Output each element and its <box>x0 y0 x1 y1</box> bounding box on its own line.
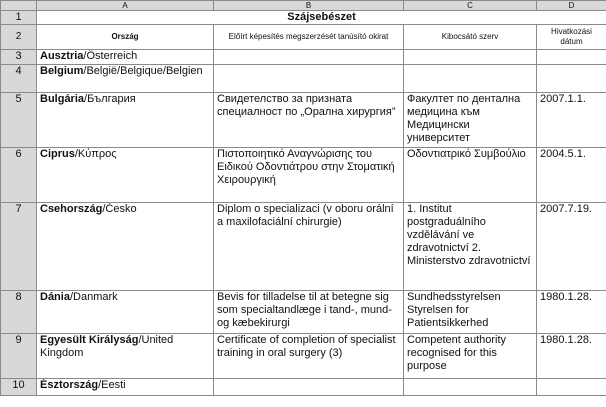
row-number[interactable]: 3 <box>1 50 37 65</box>
date-cell[interactable]: 2007.1.1. <box>537 93 606 148</box>
table-row <box>1 25 606 50</box>
column-header-a[interactable]: A <box>37 1 214 11</box>
table-row <box>1 379 606 396</box>
row-number[interactable]: 2 <box>1 25 37 50</box>
country-name-native: / Danmark <box>70 291 118 303</box>
issuer-cell[interactable]: 1. Institut postgraduálního vzdělávání ve zdravotnictví 2. Ministerstvo zdravotnictví <box>404 203 537 291</box>
country-name-hu: Ciprus <box>40 148 75 160</box>
header-date[interactable]: Hivatkozási dátum <box>537 25 606 50</box>
title-cell[interactable]: Szájsebészet <box>37 11 606 25</box>
country-name-native: / Österreich <box>83 50 137 62</box>
corner-cell[interactable] <box>1 1 37 11</box>
country-name-hu: Egyesült Királyság <box>40 334 139 346</box>
row-number[interactable]: 7 <box>1 203 37 291</box>
header-issuer[interactable]: Kibocsátó szerv <box>404 25 537 50</box>
date-cell[interactable]: 2007.7.19. <box>537 203 606 291</box>
country-cell[interactable] <box>37 50 214 65</box>
date-cell[interactable]: 1980.1.28. <box>537 334 606 379</box>
row-number[interactable]: 6 <box>1 148 37 203</box>
issuer-cell[interactable]: Οδοντιατρικό Συμβούλιο <box>404 148 537 203</box>
country-cell[interactable] <box>37 148 214 203</box>
column-header-d[interactable]: D <box>537 1 606 11</box>
column-header-b[interactable]: B <box>214 1 404 11</box>
country-name-hu: Belgium <box>40 65 84 77</box>
table-row <box>1 334 606 379</box>
country-name-hu: Dánia <box>40 291 70 303</box>
country-cell[interactable] <box>37 379 214 396</box>
date-cell[interactable] <box>537 65 606 93</box>
country-name-hu: Csehország <box>40 203 103 215</box>
country-name-native: / België/Belgique/Belgien <box>83 65 202 77</box>
document-cell[interactable] <box>214 65 404 93</box>
column-header-row <box>1 1 606 11</box>
document-cell[interactable]: Bevis for tilladelse til at betegne sig som specialtandlæge i tand-, mund- og kæbekirurgi <box>214 291 404 334</box>
country-cell[interactable] <box>37 93 214 148</box>
document-cell[interactable]: Свидетелство за призната специалност по „Орална хирургия” <box>214 93 404 148</box>
row-number[interactable]: 5 <box>1 93 37 148</box>
issuer-cell[interactable] <box>404 50 537 65</box>
table-row <box>1 65 606 93</box>
header-document[interactable]: Előírt képesítés megszerzését tanúsító okirat <box>214 25 404 50</box>
date-cell[interactable] <box>537 50 606 65</box>
issuer-cell[interactable] <box>404 65 537 93</box>
country-cell[interactable] <box>37 203 214 291</box>
country-name-native: / United Kingdom <box>40 334 173 359</box>
country-name-native: / България <box>84 93 136 105</box>
country-name-hu: Észtország <box>40 379 99 391</box>
table-row <box>1 291 606 334</box>
header-country[interactable]: Ország <box>37 25 214 50</box>
row-number[interactable]: 8 <box>1 291 37 334</box>
country-cell[interactable] <box>37 334 214 379</box>
date-cell[interactable]: 2004.5.1. <box>537 148 606 203</box>
country-cell[interactable] <box>37 65 214 93</box>
country-name-hu: Ausztria <box>40 50 84 62</box>
issuer-cell[interactable]: Факултет по дентална медицина към Медицински университет <box>404 93 537 148</box>
date-cell[interactable]: 1980.1.28. <box>537 291 606 334</box>
document-cell[interactable] <box>214 50 404 65</box>
date-cell[interactable] <box>537 379 606 396</box>
table-row <box>1 148 606 203</box>
row-number[interactable]: 4 <box>1 65 37 93</box>
country-name-native: / Κύπρος <box>75 148 117 160</box>
document-cell[interactable]: Certificate of completion of specialist training in oral surgery (3) <box>214 334 404 379</box>
issuer-cell[interactable] <box>404 379 537 396</box>
row-number[interactable]: 9 <box>1 334 37 379</box>
table-row <box>1 50 606 65</box>
table-row <box>1 203 606 291</box>
issuer-cell[interactable]: Sundhedsstyrelsen Styrelsen for Patientsikkerhed <box>404 291 537 334</box>
country-name-native: / Eesti <box>98 379 126 391</box>
column-header-c[interactable]: C <box>404 1 537 11</box>
document-cell[interactable]: Diplom o specializaci (v oboru orální a maxilofaciální chirurgie) <box>214 203 404 291</box>
document-cell[interactable] <box>214 379 404 396</box>
issuer-cell[interactable]: Competent authority recognised for this purpose <box>404 334 537 379</box>
country-cell[interactable] <box>37 291 214 334</box>
country-name-hu: Bulgária <box>40 93 85 105</box>
country-name-native: / Česko <box>102 203 136 215</box>
row-number[interactable]: 1 <box>1 11 37 25</box>
table-row <box>1 93 606 148</box>
row-number[interactable]: 10 <box>1 379 37 396</box>
document-cell[interactable]: Πιστοποιητικό Αναγνώρισης του Ειδικού Οδοντιάτρου στην Στοματική Χειρουργική <box>214 148 404 203</box>
table-row <box>1 11 606 25</box>
